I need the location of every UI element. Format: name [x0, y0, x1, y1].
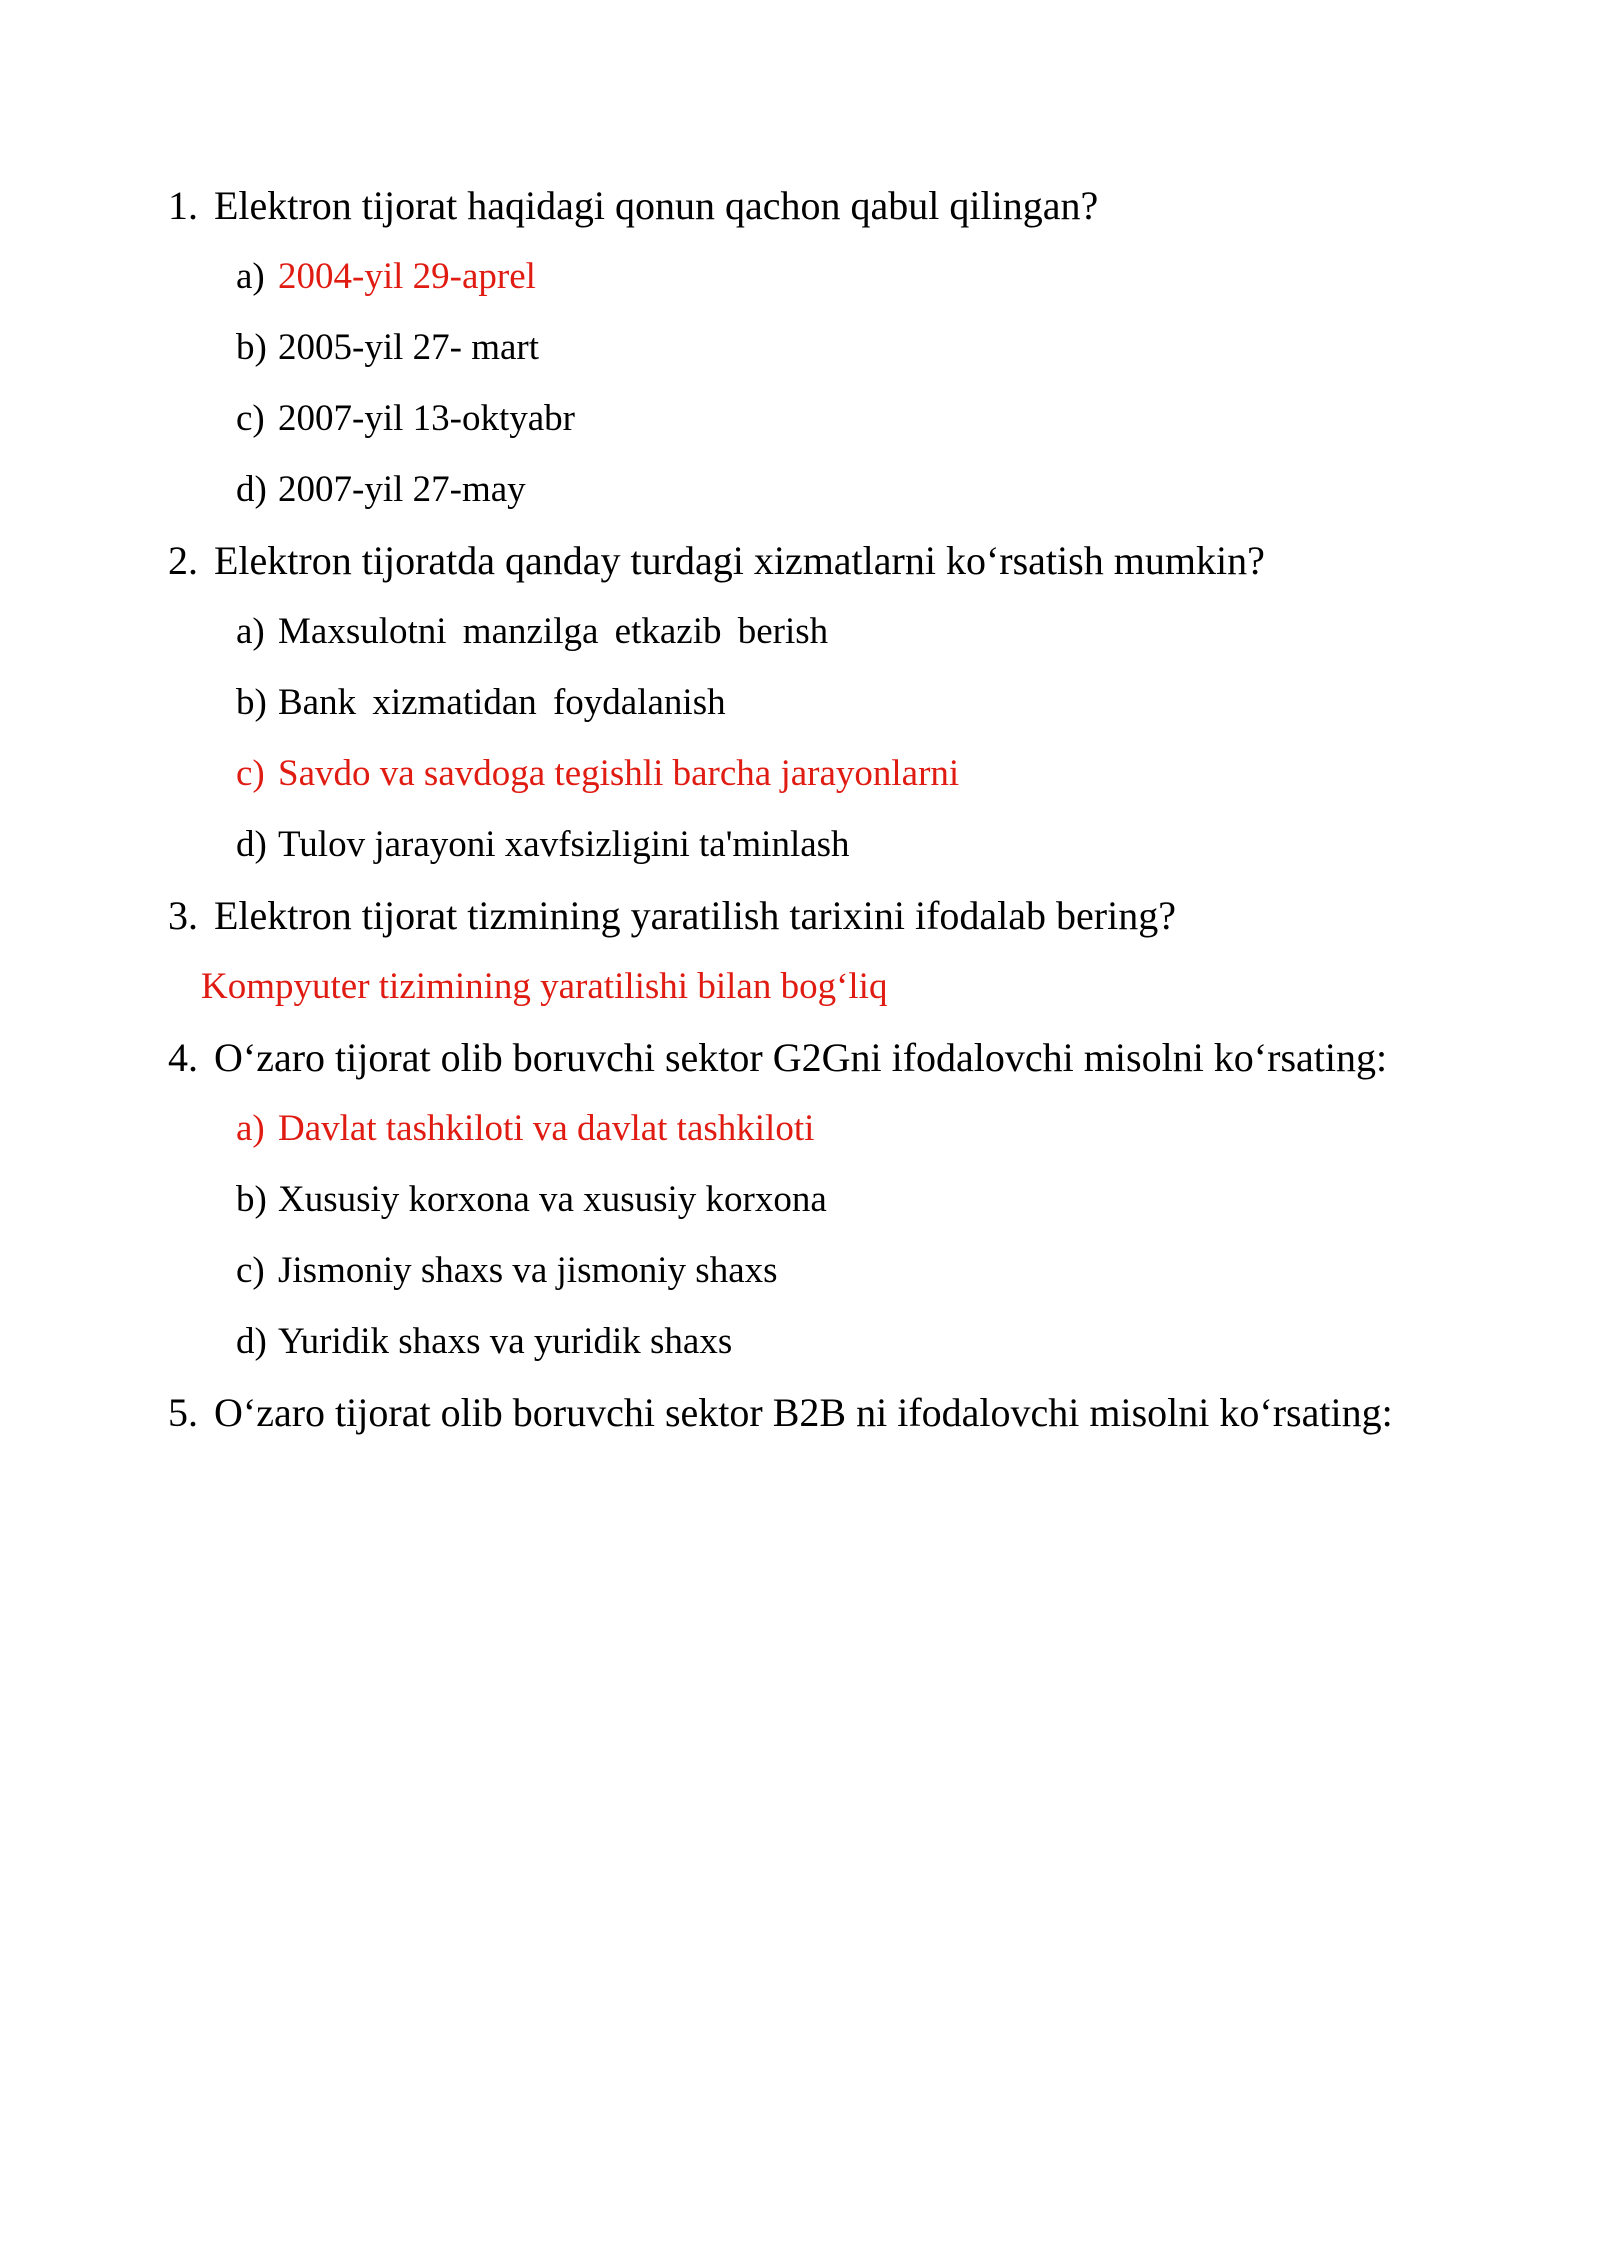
question-number: 2. [168, 538, 198, 583]
option-text-correct: Savdo va savdoga tegishli barcha jarayonlarni [278, 753, 960, 794]
answer-option[interactable] [168, 1306, 1458, 1377]
question-item [168, 1377, 1458, 1448]
answer-option[interactable] [168, 312, 1458, 383]
question-number: 5. [168, 1390, 198, 1435]
answer-option[interactable] [168, 454, 1458, 525]
question-number: 1. [168, 183, 198, 228]
answer-option[interactable] [168, 667, 1458, 738]
option-marker: c) [236, 753, 265, 794]
option-marker: a) [236, 1108, 265, 1149]
option-marker: a) [236, 611, 265, 652]
question-item [168, 525, 1458, 596]
option-marker: b) [236, 1179, 267, 1220]
option-text-correct: 2004-yil 29-aprel [278, 256, 536, 297]
option-marker: c) [236, 1250, 265, 1291]
option-marker: b) [236, 682, 267, 723]
option-text: Tulov jarayoni xavfsizligini ta'minlash [278, 824, 850, 865]
option-text: Xususiy korxona va xususiy korxona [278, 1179, 827, 1220]
answer-option[interactable] [168, 1164, 1458, 1235]
option-marker: a) [236, 256, 265, 297]
answer-option[interactable] [168, 1235, 1458, 1306]
option-marker: b) [236, 327, 267, 368]
quiz-content [168, 170, 1458, 1448]
question-text: O‘zaro tijorat olib boruvchi sektor G2Gni ifodalovchi misolni ko‘rsating: [214, 1035, 1388, 1080]
answer-paragraph: Kompyuter tizimining yaratilishi bilan bog‘liq [201, 966, 888, 1007]
option-marker: d) [236, 469, 267, 510]
option-text: Jismoniy shaxs va jismoniy shaxs [278, 1250, 778, 1291]
question-number: 3. [168, 893, 198, 938]
question-number: 4. [168, 1035, 198, 1080]
question-item [168, 1022, 1458, 1093]
question-text: Elektron tijorat tizmining yaratilish tarixini ifodalab bering? [214, 893, 1176, 938]
answer-option[interactable] [168, 1093, 1458, 1164]
option-text: 2007-yil 27-may [278, 469, 526, 510]
option-text: 2005-yil 27- mart [278, 327, 540, 368]
question-item [168, 880, 1458, 951]
question-item [168, 170, 1458, 241]
option-text: Maxsulotni manzilga etkazib berish [278, 611, 829, 652]
option-text: 2007-yil 13-oktyabr [278, 398, 575, 439]
option-marker: d) [236, 1321, 267, 1362]
option-text: Yuridik shaxs va yuridik shaxs [278, 1321, 733, 1362]
answer-option[interactable] [168, 241, 1458, 312]
answer-option[interactable] [168, 596, 1458, 667]
question-text: Elektron tijorat haqidagi qonun qachon qabul qilingan? [214, 183, 1099, 228]
question-text: O‘zaro tijorat olib boruvchi sektor B2B ni ifodalovchi misolni ko‘rsating: [214, 1390, 1393, 1435]
question-text: Elektron tijoratda qanday turdagi xizmatlarni ko‘rsatish mumkin? [214, 538, 1265, 583]
option-marker: d) [236, 824, 267, 865]
option-text: Bank xizmatidan foydalanish [278, 682, 726, 723]
option-marker: c) [236, 398, 265, 439]
option-text-correct: Davlat tashkiloti va davlat tashkiloti [278, 1108, 815, 1149]
answer-option[interactable] [168, 809, 1458, 880]
answer-option[interactable] [168, 738, 1458, 809]
answer-option[interactable] [168, 383, 1458, 454]
